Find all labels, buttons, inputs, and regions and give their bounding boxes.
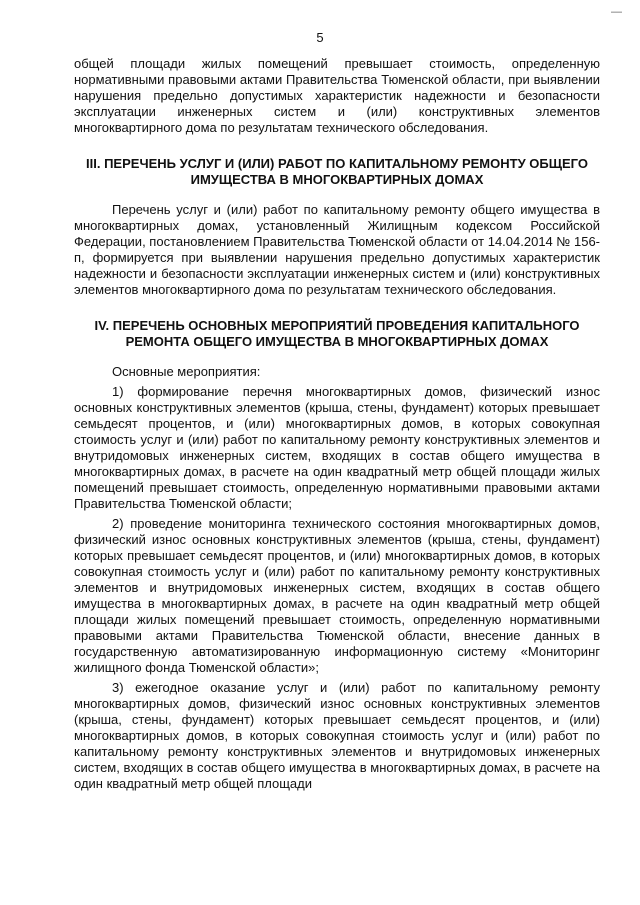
document-body: [74, 56, 600, 792]
section-iv-title: IV. ПЕРЕЧЕНЬ ОСНОВНЫХ МЕРОПРИЯТИЙ ПРОВЕДЕНИЯ КАПИТАЛЬНОГО РЕМОНТА ОБЩЕГО ИМУЩЕСТВА В МНОГОКВАРТИРНЫХ ДОМАХ: [94, 318, 580, 349]
section-iii-paragraph: Перечень услуг и (или) работ по капитальному ремонту общего имущества в многоквартирных домах, установленный Жилищным кодексом Российской Федерации, постановлением Правительства Тюменской области от 14.04.2014 № 156-п, формируется при выявлении нарушения предельно допустимых характеристик надежности и безопасности эксплуатации инженерных систем и (или) конструктивных элементов многоквартирного дома по результатам технического обследования.: [74, 202, 600, 297]
section-iv-item-2: 2) проведение мониторинга технического состояния многоквартирных домов, физический износ основных конструктивных элементов (крыша, стены, фундамент) которых превышает семьдесят процентов, и (или) многоквартирных домов, в которых совокупная стоимость услуг и (или) работ по капитальному ремонту конструктивных элементов и внутридомовых инженерных систем, входящих в состав общего имущества в многоквартирных домах, в расчете на один квадратный метр общей площади жилых помещений превышает стоимость, определенную нормативными правовыми актами Правительства Тюменской области, внесение данных в государственную автоматизированную информационную систему «Мониторинг жилищного фонда Тюменской области»;: [74, 516, 600, 675]
section-iii-title: III. ПЕРЕЧЕНЬ УСЛУГ И (ИЛИ) РАБОТ ПО КАПИТАЛЬНОМУ РЕМОНТУ ОБЩЕГО ИМУЩЕСТВА В МНОГОКВАРТИРНЫХ ДОМАХ: [86, 156, 588, 187]
section-iv-intro: Основные мероприятия:: [112, 364, 261, 379]
section-ii-tail-paragraph: общей площади жилых помещений превышает стоимость, определенную нормативными правовыми актами Правительства Тюменской области, при выявлении нарушения предельно допустимых характеристик надежности и безопасности эксплуатации инженерных систем и (или) конструктивных элементов многоквартирного дома по результатам технического обследования.: [74, 56, 600, 135]
section-iv-item-1: 1) формирование перечня многоквартирных домов, физический износ основных конструктивных элементов (крыша, стены, фундамент) которых превышает семьдесят процентов, и (или) многоквартирных домов, в которых совокупная стоимость услуг и (или) работ по капитальному ремонту конструктивных элементов и внутридомовых инженерных систем, входящих в состав общего имущества в многоквартирных домах, в расчете на один квадратный метр общей площади жилых помещений превышает стоимость, определенную нормативными правовыми актами Правительства Тюменской области;: [74, 384, 600, 511]
section-iv-item-3: 3) ежегодное оказание услуг и (или) работ по капитальному ремонту многоквартирных домов, физический износ основных конструктивных элементов (крыша, стены, фундамент) которых превышает семьдесят процентов, и (или) многоквартирных домов, в которых совокупная стоимость услуг и (или) работ по капитальному ремонту конструктивных элементов и внутридомовых инженерных систем, входящих в состав общего имущества в многоквартирных домах, в расчете на один квадратный метр общей площади: [74, 680, 600, 791]
corner-mark: —: [611, 6, 622, 18]
page-number: 5: [316, 30, 324, 45]
